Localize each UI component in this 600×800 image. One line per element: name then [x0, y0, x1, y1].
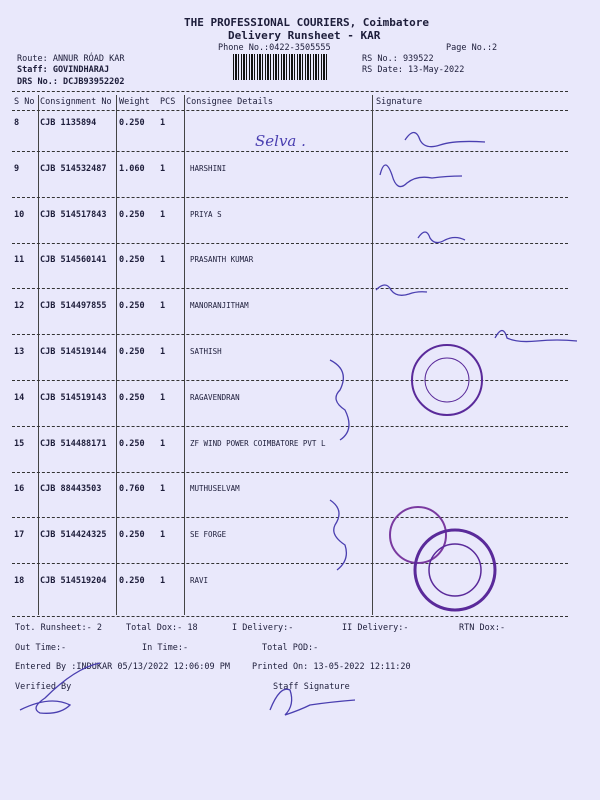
col-consignee: Consignee Details: [186, 97, 273, 107]
cell-consignee: RAGAVENDRAN: [190, 392, 240, 402]
cell-sno: 10: [14, 209, 25, 220]
cell-consignee: SE FORGE: [190, 530, 227, 540]
cell-cn: CJB 514519144: [40, 347, 107, 357]
in-time: In Time:-: [142, 643, 189, 653]
total-pod: Total POD:-: [262, 643, 319, 653]
verified-by: Verified By: [15, 682, 72, 692]
signature-scribble: [380, 165, 462, 187]
drs-number: DRS No.: DCJB93952202: [17, 77, 125, 87]
cell-consignee: SATHISH: [190, 347, 222, 356]
cell-cn: CJB 514519143: [40, 392, 107, 403]
cell-cn: CJB 514488171: [40, 438, 107, 449]
col-pcs: PCS: [160, 97, 176, 107]
cell-cn: CJB 1135894: [40, 118, 97, 128]
cell-consignee: HARSHINI: [190, 163, 227, 173]
cell-sno: 16: [14, 484, 25, 495]
cell-sno: 13: [14, 347, 25, 357]
cell-consignee: PRASANTH KUMAR: [190, 255, 254, 265]
staff-signature: Staff Signature: [273, 682, 350, 692]
col-consignment: Consignment No: [40, 97, 112, 107]
cell-cn: CJB 514532487: [40, 163, 107, 174]
company-name: THE PROFESSIONAL COURIERS, Coimbatore: [184, 16, 430, 29]
route: Route: ANNUR RÓAD KAR: [17, 54, 125, 64]
cell-weight: 0.760: [119, 484, 145, 495]
cell-sno: 17: [14, 530, 25, 541]
cell-pcs: 1: [160, 530, 166, 541]
staff-signature-scribble: [270, 689, 355, 715]
rtn-dox: RTN Dox:-: [459, 623, 506, 633]
cell-pcs: 1: [160, 576, 166, 586]
cell-weight: 0.250: [119, 438, 145, 449]
cell-pcs: 1: [160, 209, 166, 220]
cell-pcs: 1: [160, 484, 166, 495]
cell-weight: 0.250: [119, 209, 145, 220]
col-weight: Weight: [119, 97, 150, 107]
cell-cn: CJB 514497855: [40, 301, 107, 312]
cell-pcs: 1: [160, 392, 166, 403]
cell-pcs: 1: [160, 438, 166, 449]
cell-consignee: RAVI: [190, 576, 209, 585]
cell-consignee: MUTHUSELVAM: [190, 484, 240, 494]
cell-cn: CJB 514424325: [40, 530, 107, 541]
i-delivery: I Delivery:-: [232, 623, 294, 633]
cell-consignee: ZF WIND POWER COIMBATORE PVT L: [190, 438, 326, 448]
cell-consignee: PRIYA S: [190, 209, 222, 219]
col-sno: S No: [14, 97, 35, 107]
cell-weight: 0.250: [119, 347, 145, 357]
cell-pcs: 1: [160, 301, 166, 312]
cell-cn: CJB 88443503: [40, 484, 102, 495]
verified-signature: [20, 663, 100, 713]
signature-scribble: [495, 331, 577, 342]
cell-sno: 8: [14, 118, 20, 128]
signature-scribble: [405, 133, 485, 147]
cell-cn: CJB 514560141: [40, 255, 107, 266]
cell-sno: 9: [14, 163, 20, 174]
cell-sno: 14: [14, 392, 25, 403]
cell-consignee: MANORANJITHAM: [190, 301, 249, 311]
rs-date: RS Date: 13-May-2022: [362, 65, 465, 75]
brace-scribble: [330, 500, 346, 570]
cell-pcs: 1: [160, 347, 166, 357]
cell-weight: 0.250: [119, 301, 145, 312]
company-stamp: [415, 530, 495, 610]
entered-by: Entered By :INDUKAR 05/13/2022 12:06:09 PM: [15, 662, 230, 672]
cell-sno: 18: [14, 576, 25, 586]
cell-cn: CJB 514519204: [40, 576, 107, 586]
cell-pcs: 1: [160, 118, 166, 128]
printed-on: Printed On: 13-05-2022 12:11:20: [252, 662, 411, 672]
cell-sno: 11: [14, 255, 25, 266]
signature-scribble: [376, 285, 427, 295]
cell-pcs: 1: [160, 255, 166, 266]
cell-weight: 0.250: [119, 392, 145, 403]
cell-weight: 0.250: [119, 530, 145, 541]
out-time: Out Time:-: [15, 643, 67, 653]
brace-scribble: [330, 360, 349, 440]
cell-weight: 0.250: [119, 576, 145, 586]
ii-delivery: II Delivery:-: [342, 623, 409, 633]
cell-sno: 15: [14, 438, 25, 449]
cell-sno: 12: [14, 301, 25, 312]
staff: Staff: GOVINDHARAJ: [17, 65, 110, 75]
cell-cn: CJB 514517843: [40, 209, 107, 220]
total-dox: Total Dox:- 18: [126, 623, 198, 633]
cell-pcs: 1: [160, 163, 166, 174]
cell-weight: 0.250: [119, 118, 145, 128]
document-title: Delivery Runsheet - KAR: [228, 29, 381, 42]
signature-scribble: [418, 232, 465, 243]
phone: Phone No.:0422-3505555: [218, 43, 331, 53]
cell-weight: 1.060: [119, 163, 145, 174]
page-number: Page No.:2: [446, 43, 498, 53]
tot-runsheet: Tot. Runsheet:- 2: [15, 623, 102, 633]
company-stamp: [412, 345, 482, 415]
rs-number: RS No.: 939522: [362, 54, 434, 64]
cell-weight: 0.250: [119, 255, 145, 266]
handwritten-name: Selva .: [255, 132, 306, 150]
col-signature: Signature: [376, 97, 423, 107]
